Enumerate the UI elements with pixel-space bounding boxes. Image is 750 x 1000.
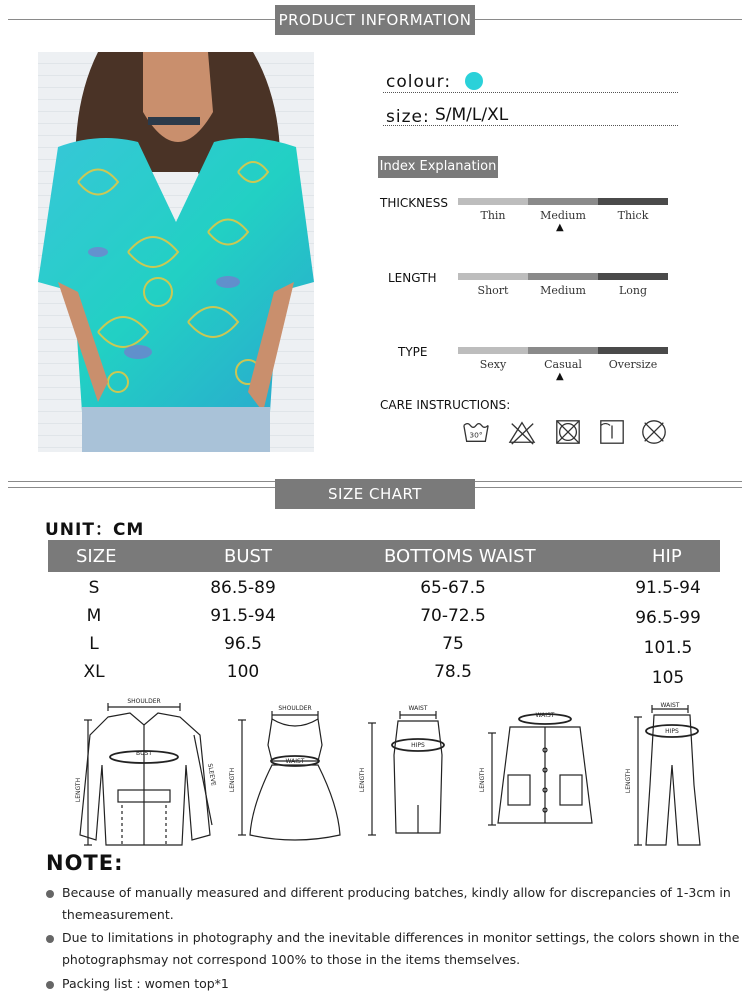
scale-ticks — [458, 209, 668, 222]
scale-bar — [458, 273, 668, 280]
scale-bar — [458, 347, 668, 354]
note-item — [44, 930, 744, 970]
column-header: SIZE — [76, 546, 117, 567]
scale-name: LENGTH — [388, 271, 437, 285]
svg-text:LENGTH: LENGTH — [359, 767, 366, 793]
shirt-diagram — [80, 703, 212, 845]
table-cell: 91.5-94 — [210, 606, 276, 626]
size-underline — [383, 125, 678, 126]
table-cell: M — [86, 606, 102, 626]
note-item — [44, 976, 744, 996]
note-text: Due to limitations in photography and the inevitable differences in monitor settings, the colors shown in the — [62, 930, 740, 945]
note-title: NOTE: — [46, 851, 124, 875]
column-header: BUST — [224, 546, 272, 567]
size-table-body — [48, 574, 720, 694]
svg-text:SHOULDER: SHOULDER — [278, 705, 312, 712]
size-chart-header: SIZE CHART — [275, 479, 475, 509]
bullet-icon — [46, 890, 54, 898]
no-tumble-dry-icon — [554, 418, 582, 446]
colour-row — [383, 70, 678, 94]
selected-arrow-icon: ▲ — [556, 222, 564, 233]
product-photo — [38, 52, 314, 452]
product-photo-illustration — [38, 52, 314, 452]
index-explanation-label: Index Explanation — [378, 156, 498, 178]
size-value: S/M/L/XL — [435, 105, 509, 125]
size-table-header — [48, 540, 720, 572]
care-instructions-label: CARE INSTRUCTIONS: — [380, 398, 511, 412]
tick-label: Casual — [544, 358, 582, 371]
scale-type — [378, 344, 678, 389]
column-header: HIP — [652, 546, 682, 567]
svg-text:LENGTH: LENGTH — [75, 777, 82, 803]
table-cell: 100 — [226, 662, 260, 682]
dress-diagram — [238, 711, 340, 840]
svg-text:WAIST: WAIST — [408, 705, 428, 712]
scale-length — [378, 270, 678, 315]
bullet-icon — [46, 935, 54, 943]
colour-swatch[interactable] — [465, 72, 483, 90]
measurement-diagrams — [60, 695, 710, 855]
tick-label: Long — [618, 284, 648, 297]
note-text: Packing list : women top*1 — [62, 976, 229, 991]
table-cell: 105 — [651, 668, 685, 688]
scale-name: THICKNESS — [380, 196, 448, 210]
svg-text:WAIST: WAIST — [535, 712, 555, 719]
svg-text:HIPS: HIPS — [411, 742, 425, 749]
table-cell: 91.5-94 — [635, 578, 701, 598]
table-cell: 75 — [442, 634, 464, 654]
scale-ticks — [458, 358, 668, 371]
bullet-icon — [46, 981, 54, 989]
table-cell: XL — [83, 662, 105, 682]
note-text: photographsmay not correspond 100% to those in the items themselves. — [62, 952, 521, 967]
tick-label: Oversize — [608, 358, 658, 371]
scale-ticks — [458, 284, 668, 297]
table-cell: 70-72.5 — [420, 606, 486, 626]
flare-pants-diagram — [634, 705, 700, 845]
line-dry-icon — [598, 418, 626, 446]
tick-label: Thin — [480, 209, 506, 222]
svg-text:LENGTH: LENGTH — [229, 767, 236, 793]
svg-text:SLEEVE: SLEEVE — [206, 762, 217, 787]
table-cell: 96.5 — [224, 634, 262, 654]
tick-label: Sexy — [479, 358, 507, 371]
button-skirt-diagram — [488, 714, 592, 825]
table-cell: L — [89, 634, 99, 654]
svg-text:BUST: BUST — [136, 750, 152, 757]
size-label: size: — [386, 107, 430, 127]
table-cell: 96.5-99 — [635, 608, 701, 628]
selected-arrow-icon: ▲ — [556, 371, 564, 382]
table-cell: 65-67.5 — [420, 578, 486, 598]
svg-text:SHOULDER: SHOULDER — [127, 698, 161, 705]
table-cell: 101.5 — [643, 638, 693, 658]
tick-label: Medium — [540, 284, 586, 297]
table-cell: 78.5 — [434, 662, 472, 682]
note-text: themeasurement. — [62, 907, 174, 922]
note-item — [44, 885, 744, 925]
svg-text:30°: 30° — [469, 430, 483, 440]
svg-text:HIPS: HIPS — [665, 728, 679, 735]
svg-text:WAIST: WAIST — [660, 702, 680, 709]
wash-30-icon — [462, 418, 490, 446]
no-dry-clean-icon — [640, 418, 668, 446]
svg-text:LENGTH: LENGTH — [479, 767, 486, 793]
svg-text:WAIST: WAIST — [285, 758, 305, 765]
colour-underline — [383, 92, 678, 93]
tick-label: Thick — [617, 209, 649, 222]
colour-label: colour: — [386, 72, 452, 92]
unit-label: UNIT：CM — [45, 520, 145, 540]
tick-label: Medium — [540, 209, 586, 222]
table-cell: 86.5-89 — [210, 578, 276, 598]
scale-name: TYPE — [398, 345, 428, 359]
note-text: Because of manually measured and different producing batches, kindly allow for discrepancies of 1-3cm in — [62, 885, 731, 900]
tick-label: Short — [477, 284, 509, 297]
product-info-header: PRODUCT INFORMATION — [275, 5, 475, 35]
column-header: BOTTOMS WAIST — [384, 546, 536, 567]
care-icons — [462, 418, 672, 450]
no-bleach-icon — [508, 418, 536, 446]
scale-bar — [458, 198, 668, 205]
svg-text:LENGTH: LENGTH — [625, 768, 632, 794]
scale-thickness — [378, 195, 678, 240]
pencil-skirt-diagram — [368, 711, 444, 835]
table-cell: S — [88, 578, 100, 598]
